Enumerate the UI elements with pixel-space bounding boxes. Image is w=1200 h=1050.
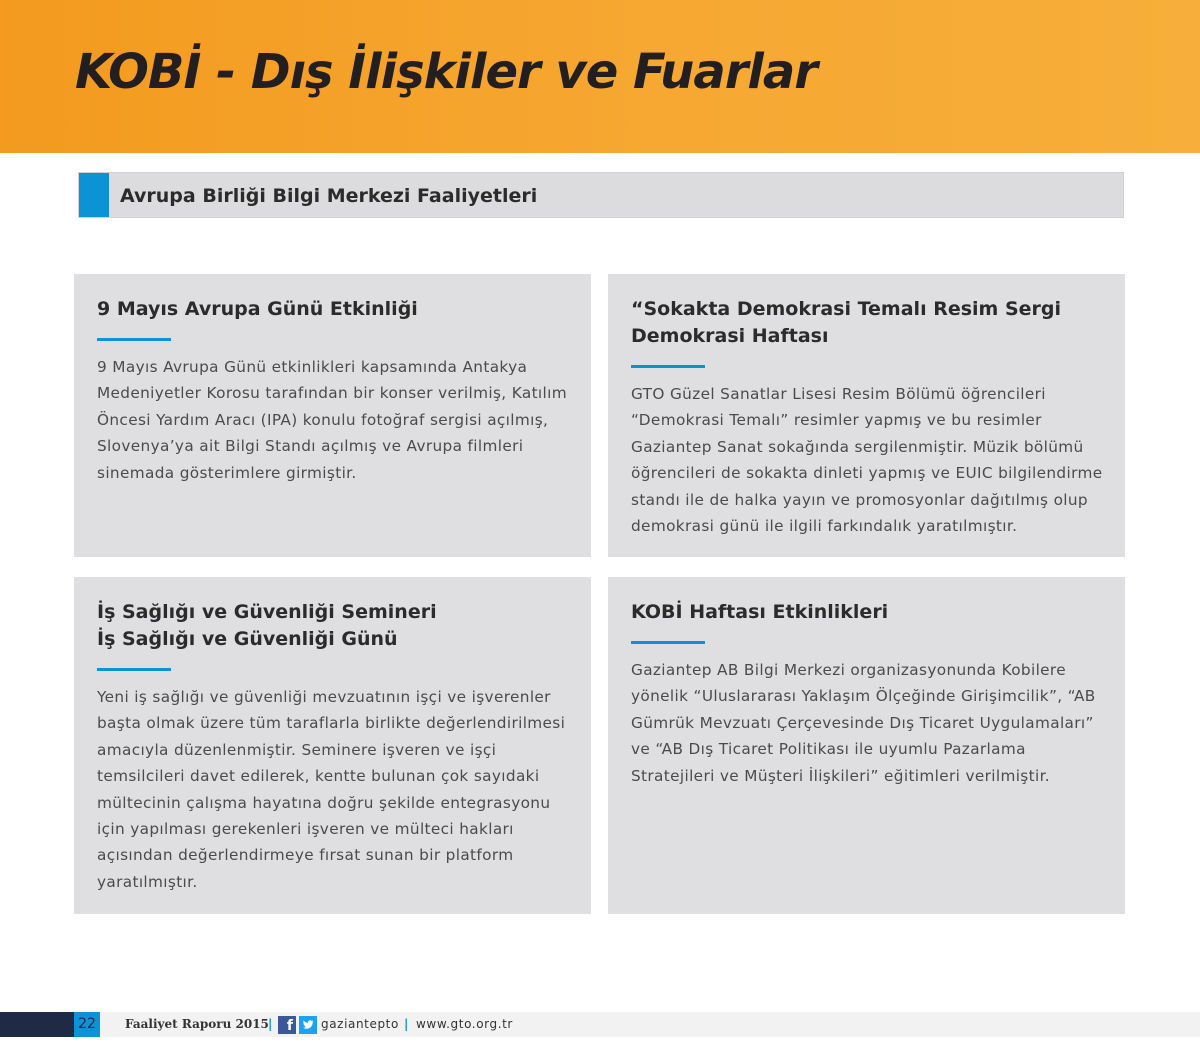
card-title-underline xyxy=(631,365,705,368)
card-title: İş Sağlığı ve Güvenliği Semineri İş Sağlığı ve Güvenliği Günü xyxy=(97,601,437,650)
card-body: GTO Güzel Sanatlar Lisesi Resim Bölümü öğrencileri “Demokrasi Temalı” resimler yapmış ve bu resimler Gaziantep Sanat sokağında sergilenmiştir. Müzik bölümü öğrencileri de sokakta dinleti yapmış ve EUIC bilgilendirme standı ile de halka yayın ve promosyonlar dağıtılmış olup demokrasi günü ile ilgili farkındalık yaratılmıştır. xyxy=(631,385,1103,536)
twitter-icon[interactable] xyxy=(299,1016,317,1034)
activity-card-democracy-week xyxy=(608,274,1125,557)
card-title-underline xyxy=(97,668,171,671)
card-body: Gaziantep AB Bilgi Merkezi organizasyonunda Kobilere yönelik “Uluslararası Yaklaşım Ölçeğinde Girişimcilik”, “AB Gümrük Mevzuatı Çerçevesinde Dış Ticaret Uygulamaları” ve “AB Dış Ticaret Politikası ile uyumlu Pazarlama Stratejileri ve Müşteri İlişkileri” eğitimleri verilmiştir. xyxy=(631,661,1096,785)
facebook-icon[interactable]: f xyxy=(278,1016,296,1034)
report-label: Faaliyet Raporu 2015 xyxy=(125,1017,269,1031)
card-title: KOBİ Haftası Etkinlikleri xyxy=(631,601,889,623)
card-body: Yeni iş sağlığı ve güvenliği mevzuatının işçi ve işverenler başta olmak üzere tüm taraflarla birlikte değerlendirilmesi amacıyla düzenlenmiştir. Seminere işveren ve işçi temsilcileri davet edilerek, kentte bulunan çok sayıdaki mültecinin çalışma hayatına doğru şekilde entegrasyonu için yapılması gerekenleri işveren ve mülteci hakları açısından değerlendirmeye fırsat sunan bir platform yaratılmıştır. xyxy=(97,688,566,891)
page-footer xyxy=(0,1012,1200,1037)
footer-dark-block xyxy=(0,1012,74,1037)
card-title: “Sokakta Demokrasi Temalı Resim Sergi Demokrasi Haftası xyxy=(631,298,1061,347)
page-title: KOBİ - Dış İlişkiler ve Fuarlar xyxy=(75,44,817,100)
card-title-underline xyxy=(631,641,705,644)
section-heading-bar xyxy=(78,172,1124,218)
website-link[interactable]: www.gto.org.tr xyxy=(416,1017,513,1031)
footer-separator: | xyxy=(404,1017,409,1031)
activity-card-europe-day xyxy=(74,274,591,557)
footer-separator: | xyxy=(268,1017,273,1031)
header-band xyxy=(0,0,1200,153)
activity-card-occupational-safety xyxy=(74,577,591,914)
social-handle[interactable]: gaziantepto xyxy=(321,1017,399,1031)
card-body: 9 Mayıs Avrupa Günü etkinlikleri kapsamında Antakya Medeniyetler Korosu tarafından bir konser verilmiş, Katılım Öncesi Yardım Aracı (IPA) konulu fotoğraf sergisi açılmış, Slovenya’ya ait Bilgi Standı açılmış ve Avrupa filmleri sinemada gösterimlere girmiştir. xyxy=(97,358,567,482)
activity-card-sme-week xyxy=(608,577,1125,914)
section-title: Avrupa Birliği Bilgi Merkezi Faaliyetleri xyxy=(120,185,538,207)
card-title-underline xyxy=(97,338,171,341)
page-number: 22 xyxy=(74,1012,100,1037)
section-accent-marker xyxy=(79,173,109,217)
card-title: 9 Mayıs Avrupa Günü Etkinliği xyxy=(97,298,418,320)
